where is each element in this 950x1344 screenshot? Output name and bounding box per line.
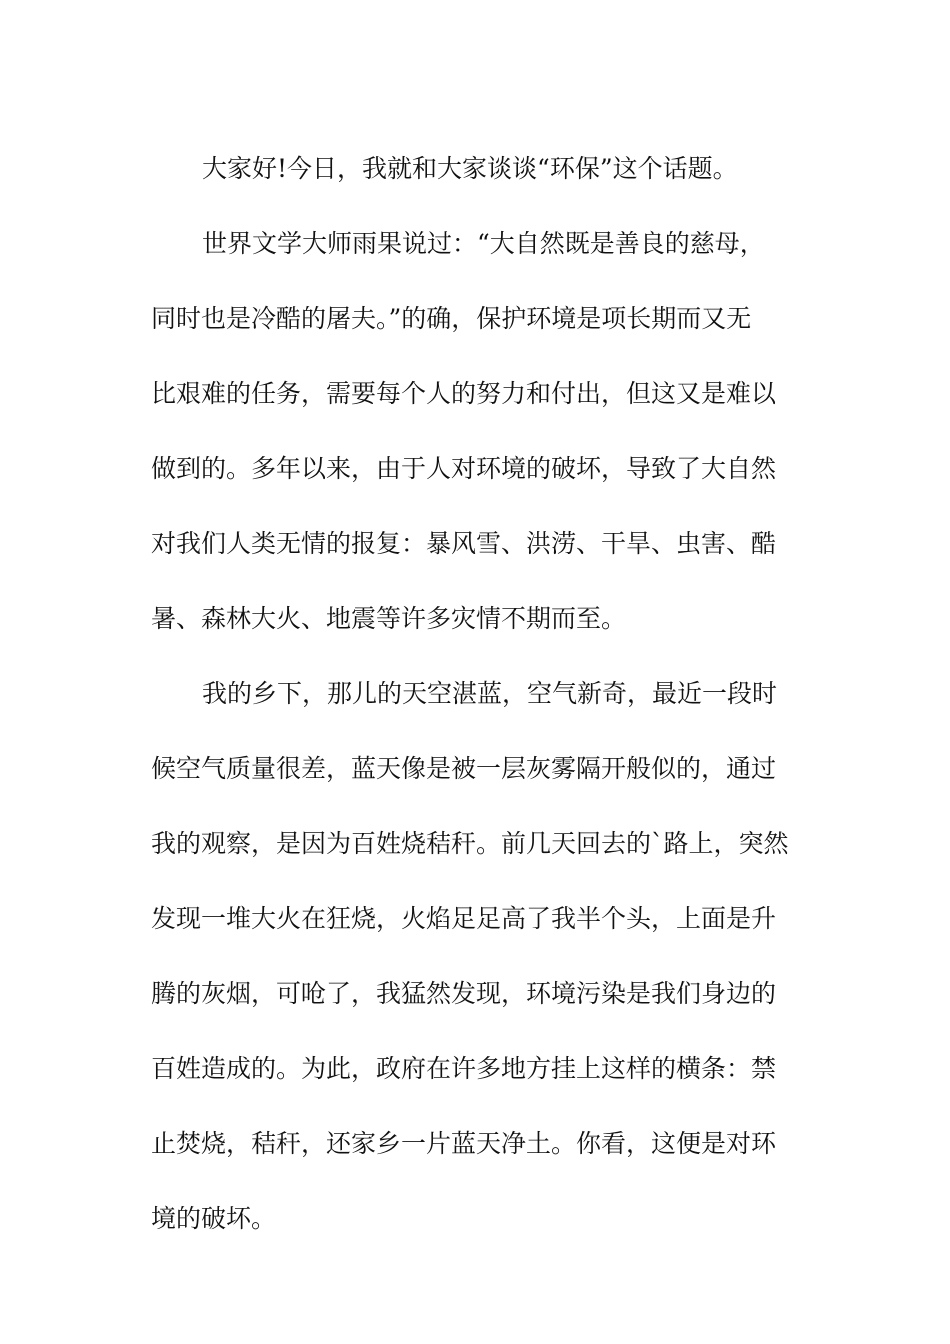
text-line: 候空气质量很差，蓝天像是被一层灰雾隔开般似的，通过	[151, 754, 777, 783]
text-line: 发现一堆大火在狂烧，火焰足足高了我半个头，上面是升	[151, 904, 777, 933]
paragraph-1	[151, 131, 811, 206]
text-line: 暑、森林大火、地震等许多灾情不期而至。	[151, 604, 627, 633]
text-line: 对我们人类无情的报复：暴风雪、洪涝、干旱、虫害、酷	[151, 529, 777, 558]
text-line: 我的乡下，那儿的天空湛蓝，空气新奇，最近一段时	[202, 679, 778, 708]
text-line: 腾的灰烟，可呛了，我猛然发现，环境污染是我们身边的	[151, 979, 777, 1008]
text-line: 我的观察，是因为百姓烧秸秆。前几天回去的`路上，突然	[151, 829, 789, 858]
article-body	[151, 131, 811, 1256]
paragraph-3	[151, 656, 811, 1256]
text-line: 比艰难的任务，需要每个人的努力和付出，但这又是难以	[151, 379, 777, 408]
text-line: 百姓造成的。为此，政府在许多地方挂上这样的横条：禁	[151, 1054, 777, 1083]
text-line: 做到的。多年以来，由于人对环境的破坏，导致了大自然	[151, 454, 777, 483]
text-line: 同时也是冷酷的屠夫。”的确，保护环境是项长期而又无	[151, 304, 752, 333]
text-line: 世界文学大师雨果说过：“大自然既是善良的慈母，	[202, 229, 765, 258]
text-line: 境的破坏。	[151, 1204, 277, 1233]
text-line: 大家好!今日，我就和大家谈谈“环保”这个话题。	[202, 154, 738, 183]
text-line: 止焚烧，秸秆，还家乡一片蓝天净土。你看，这便是对环	[151, 1129, 777, 1158]
paragraph-2	[151, 206, 811, 656]
